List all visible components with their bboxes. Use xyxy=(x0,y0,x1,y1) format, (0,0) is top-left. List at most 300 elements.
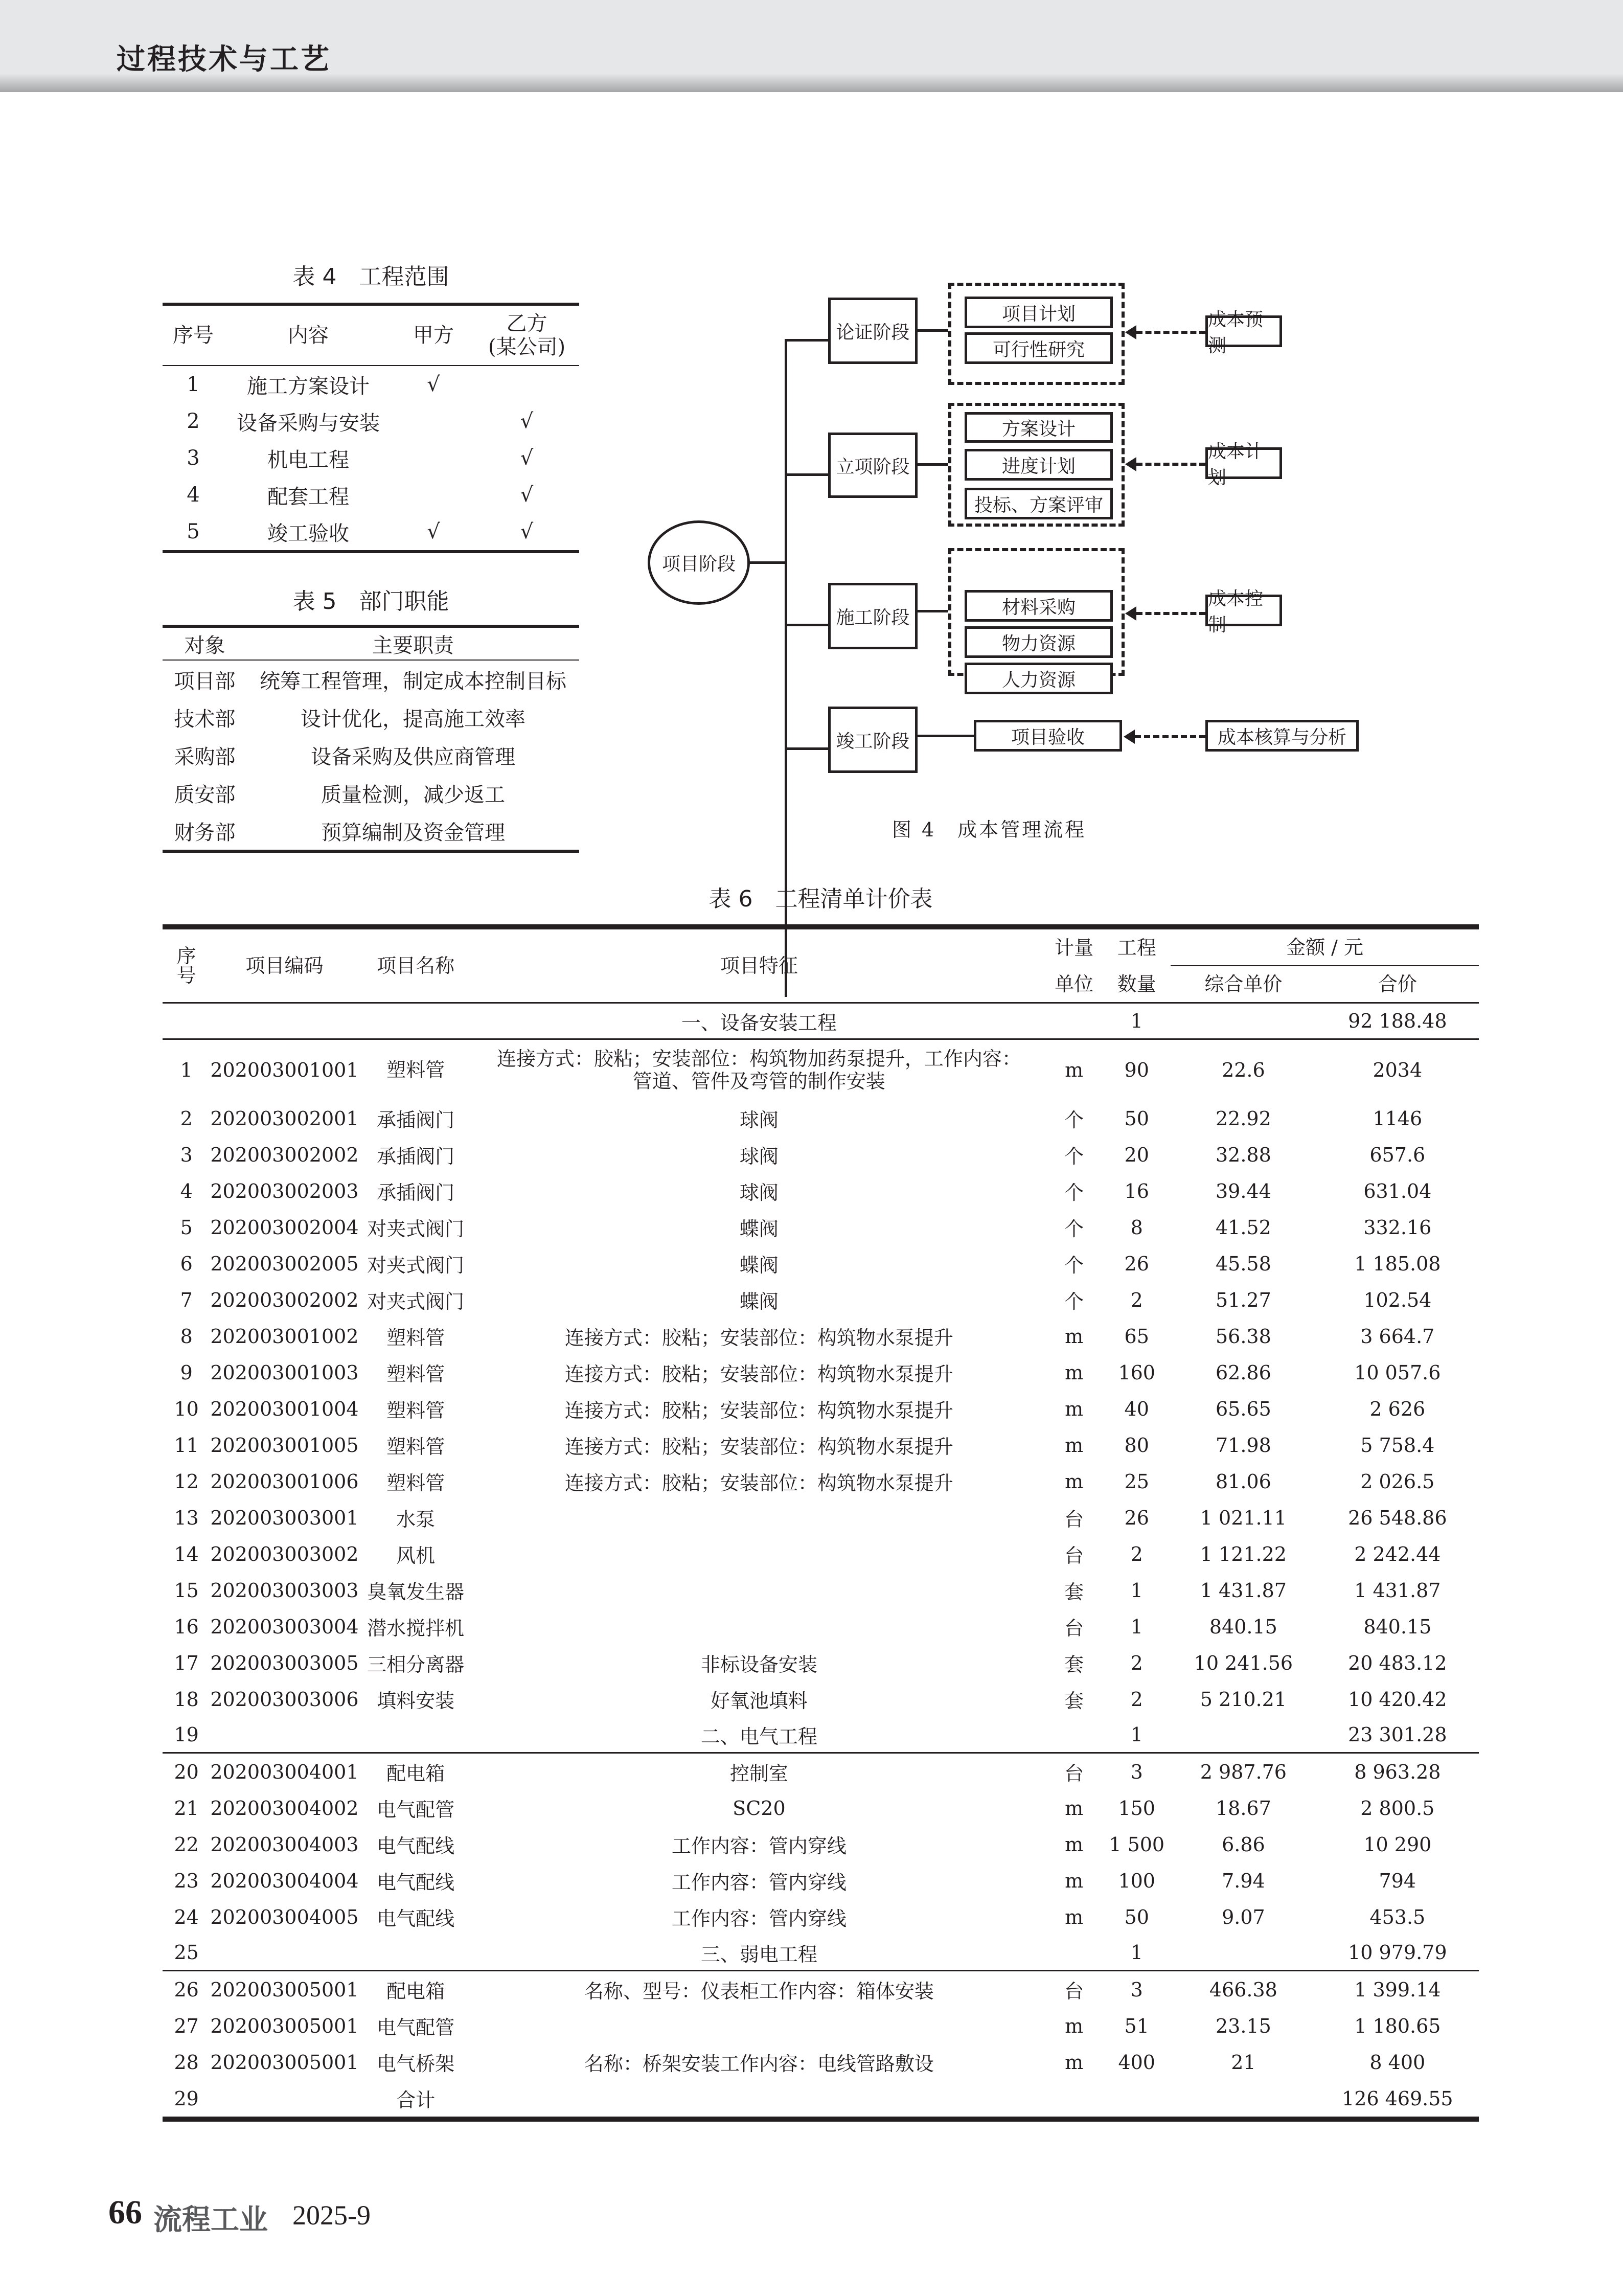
t6-cell-unit-price xyxy=(1171,1003,1316,1039)
task-box: 进度计划 xyxy=(965,449,1113,481)
t4-cell-no: 1 xyxy=(187,373,200,396)
branch-line xyxy=(785,747,828,750)
t6-cell-unit xyxy=(1045,1717,1103,1753)
t6-cell-name: 承插阀门 xyxy=(377,1145,455,1168)
t6-cell-total: 840.15 xyxy=(1363,1615,1432,1638)
t6-row xyxy=(163,1245,1479,1282)
arrow-head-icon xyxy=(1124,730,1135,744)
t5-header-dept: 对象 xyxy=(184,633,225,657)
t4-cell-party-a-check xyxy=(393,403,474,440)
t6-cell-unit-price: 21 xyxy=(1231,2051,1256,2074)
dashed-arrow-line xyxy=(1136,331,1205,334)
dashed-arrow-line xyxy=(1136,463,1205,466)
t6-cell-feature: 连接方式：胶粘；安装部位：构筑物水泵提升 xyxy=(564,1363,953,1385)
t6-cell-unit-price: 32.88 xyxy=(1215,1143,1271,1166)
task-box: 投标、方案评审 xyxy=(965,488,1113,519)
t6-cell-feature: 工作内容：管内穿线 xyxy=(671,1871,847,1894)
t6-cell-total: 2 626 xyxy=(1369,1397,1426,1420)
t6-cell-code: 202003001006 xyxy=(210,1470,359,1493)
t6-cell-feature: 控制室 xyxy=(729,1762,788,1785)
t6-cell-total: 2 242.44 xyxy=(1354,1542,1441,1565)
t6-cell-unit-price: 9.07 xyxy=(1222,1905,1265,1928)
t6-cell-total: 794 xyxy=(1379,1869,1416,1892)
t6-cell-unit: 台 xyxy=(1064,1508,1084,1531)
t4-cell-no: 2 xyxy=(187,410,200,433)
figure4-caption: 图 4 成本管理流程 xyxy=(891,819,1087,841)
t6-cell-unit-price: 41.52 xyxy=(1215,1216,1271,1239)
t6-cell-no: 16 xyxy=(174,1615,199,1638)
t6-cell-total: 126 469.55 xyxy=(1342,2087,1453,2110)
t4-cell-party-b-check: √ xyxy=(520,446,534,470)
t6-cell-code: 202003003006 xyxy=(210,1688,359,1711)
t6-cell-name: 塑料管 xyxy=(386,1327,445,1349)
stage-connector xyxy=(918,329,948,332)
t6-cell-name: 三相分离器 xyxy=(367,1653,465,1676)
t6-cell-feature xyxy=(473,1608,1045,1645)
t6-cell-qty: 26 xyxy=(1124,1252,1149,1275)
t6-row xyxy=(163,1499,1479,1536)
t6-cell-unit: 个 xyxy=(1064,1254,1084,1277)
stage-connector xyxy=(918,735,974,737)
t6-cell-name: 对夹式阀门 xyxy=(367,1218,465,1240)
t6-row xyxy=(163,1039,1479,1101)
t6-cell-no xyxy=(163,1003,210,1039)
t6-cell-qty: 8 xyxy=(1130,1216,1143,1239)
t6-cell-unit: 台 xyxy=(1064,1762,1084,1785)
t6-row xyxy=(163,1318,1479,1354)
t6-cell-name: 电气配管 xyxy=(377,1799,455,1821)
t6-row xyxy=(163,1282,1479,1318)
t6-cell-total: 26 548.86 xyxy=(1348,1506,1447,1529)
t6-cell-feature: 蝶阀 xyxy=(739,1290,779,1313)
t6-cell-unit-price: 81.06 xyxy=(1215,1470,1271,1493)
t6-cell-qty: 1 xyxy=(1130,1941,1143,1964)
t5-cell-duty: 质量检测，减少返工 xyxy=(321,783,505,807)
t6-cell-unit: 个 xyxy=(1064,1290,1084,1313)
t4-cell-party-b-check: √ xyxy=(520,410,534,433)
t6-cell-unit: 个 xyxy=(1064,1109,1084,1131)
cost-box: 成本计划 xyxy=(1205,447,1282,479)
cost-box: 成本核算与分析 xyxy=(1205,720,1359,752)
t6-cell-unit-price: 840.15 xyxy=(1209,1615,1277,1638)
t6-cell-unit: m xyxy=(1065,1434,1084,1457)
t6-row xyxy=(163,1391,1479,1427)
t6-cell-unit-price: 45.58 xyxy=(1215,1252,1271,1275)
t6-cell-code: 202003001002 xyxy=(210,1325,359,1348)
t6-cell-unit: m xyxy=(1065,1059,1084,1081)
t6-cell-qty: 2 xyxy=(1130,1288,1143,1311)
page-number: 66 xyxy=(108,2194,142,2231)
t6-cell-total: 657.6 xyxy=(1369,1143,1426,1166)
t6-cell-code: 202003003005 xyxy=(210,1651,359,1674)
t6-cell-total: 1 185.08 xyxy=(1354,1252,1441,1275)
section-title: 过程技术与工艺 xyxy=(117,43,331,76)
t6-row xyxy=(163,2008,1479,2044)
journal-name: 流程工业 xyxy=(153,2203,268,2237)
t6-cell-no: 4 xyxy=(180,1179,193,1202)
t6-cell-name: 电气桥架 xyxy=(377,2053,455,2075)
t5-cell-duty: 统筹工程管理，制定成本控制目标 xyxy=(260,669,566,693)
t6-cell-qty: 20 xyxy=(1124,1143,1149,1166)
t6-cell-qty: 2 xyxy=(1130,1651,1143,1674)
t6-section-row xyxy=(163,1003,1479,1039)
t6-cell-no: 10 xyxy=(174,1397,199,1420)
t6-cell-code: 202003004002 xyxy=(210,1797,359,1820)
t6-cell-unit: m xyxy=(1065,1797,1084,1820)
t6-cell-total: 10 057.6 xyxy=(1354,1361,1441,1384)
t4-row xyxy=(163,513,579,552)
t6-cell-no: 11 xyxy=(174,1434,199,1457)
stage-box: 施工阶段 xyxy=(828,583,918,649)
task-box: 人力资源 xyxy=(965,663,1113,694)
t6-cell-name: 水泵 xyxy=(396,1508,436,1531)
t6-cell-no: 21 xyxy=(174,1797,199,1820)
t6-cell-unit-price: 62.86 xyxy=(1215,1361,1271,1384)
t5-cell-dept: 技术部 xyxy=(174,707,236,731)
t6-cell-unit-price: 10 241.56 xyxy=(1194,1651,1293,1674)
t6-cell-no: 12 xyxy=(174,1470,199,1493)
t6-cell-code: 202003001001 xyxy=(210,1059,359,1081)
t6-cell-no: 5 xyxy=(180,1216,193,1239)
t6-cell-feature: 好氧池填料 xyxy=(710,1690,808,1712)
t6-cell-total: 8 963.28 xyxy=(1354,1760,1441,1783)
t6-cell-name: 电气配管 xyxy=(377,2016,455,2039)
t4-cell-content: 施工方案设计 xyxy=(247,374,370,398)
t6-cell-unit-price: 22.92 xyxy=(1215,1107,1271,1130)
t6-cell-feature: 球阀 xyxy=(739,1181,779,1204)
t6-cell-unit-price: 65.65 xyxy=(1215,1397,1271,1420)
t6-cell-unit-price: 39.44 xyxy=(1215,1179,1271,1202)
t6-cell-unit-price: 51.27 xyxy=(1215,1288,1271,1311)
table4-caption: 表 4 工程范围 xyxy=(292,264,449,290)
t6-cell-feature: 蝶阀 xyxy=(739,1254,779,1277)
t6-cell-qty: 100 xyxy=(1118,1869,1155,1892)
t6-cell-feature: 名称、型号：仪表柜工作内容：箱体安装 xyxy=(584,1980,934,2003)
t6-cell-unit: m xyxy=(1065,1470,1084,1493)
t6-cell-feature: 球阀 xyxy=(739,1109,779,1131)
t6-cell-unit xyxy=(1045,1935,1103,1971)
t4-cell-content: 设备采购与安装 xyxy=(237,411,380,435)
t4-cell-party-a-check xyxy=(393,476,474,513)
t6-cell-total: 2 026.5 xyxy=(1360,1470,1435,1493)
t4-cell-party-b-check: √ xyxy=(520,520,534,543)
t6-cell-qty: 51 xyxy=(1124,2014,1149,2037)
t5-header-duty: 主要职责 xyxy=(372,633,454,657)
t6-cell-total: 1146 xyxy=(1373,1107,1423,1130)
t6-cell-code: 202003003004 xyxy=(210,1615,359,1638)
t6-cell-unit-price: 71.98 xyxy=(1215,1434,1271,1457)
t6-cell-no: 8 xyxy=(180,1325,193,1348)
t6-cell-total: 8 400 xyxy=(1369,2051,1426,2074)
t6-cell-unit: 台 xyxy=(1064,1617,1084,1640)
t6-cell-name: 对夹式阀门 xyxy=(367,1290,465,1313)
t6-cell-qty: 3 xyxy=(1130,1978,1143,2001)
t6-cell-name: 塑料管 xyxy=(386,1472,445,1494)
t6-cell-code xyxy=(210,1003,358,1039)
t6-cell-total: 1 399.14 xyxy=(1354,1978,1441,2001)
t6-header-feature: 项目特征 xyxy=(720,954,798,977)
t5-row xyxy=(163,736,579,774)
cost-box: 成本控制 xyxy=(1205,595,1282,626)
t6-cell-name: 风机 xyxy=(396,1544,436,1567)
t6-cell-name: 合计 xyxy=(396,2089,436,2111)
t6-cell-qty: 26 xyxy=(1124,1506,1149,1529)
t6-cell-qty: 2 xyxy=(1130,1542,1143,1565)
t6-cell-unit: m xyxy=(1065,1869,1084,1892)
t6-row xyxy=(163,1681,1479,1717)
t6-cell-code: 202003003002 xyxy=(210,1542,359,1565)
t6-cell-unit: 套 xyxy=(1064,1690,1084,1712)
t6-cell-code: 202003002005 xyxy=(210,1252,359,1275)
task-box: 物力资源 xyxy=(965,626,1113,658)
t5-row xyxy=(163,698,579,736)
t6-row xyxy=(163,1209,1479,1245)
t6-cell-name: 塑料管 xyxy=(386,1399,445,1422)
t4-header-content: 内容 xyxy=(288,324,329,347)
t6-cell-name: 电气配线 xyxy=(377,1907,455,1930)
t6-row xyxy=(163,1173,1479,1209)
t6-row xyxy=(163,1136,1479,1173)
t6-cell-qty: 1 xyxy=(1130,1579,1143,1602)
t6-row xyxy=(163,1536,1479,1572)
t6-cell-unit-price: 22.6 xyxy=(1222,1059,1265,1081)
t6-cell-total: 10 420.42 xyxy=(1348,1688,1447,1711)
t6-cell-no: 25 xyxy=(174,1941,199,1964)
t6-cell-unit xyxy=(1045,2080,1103,2119)
t5-cell-dept: 采购部 xyxy=(174,745,236,769)
table5-header-row xyxy=(163,626,579,660)
t6-cell-unit xyxy=(1045,1003,1103,1039)
t5-row xyxy=(163,774,579,812)
t6-cell-unit-price xyxy=(1171,2080,1316,2119)
t6-cell-code xyxy=(210,1717,358,1753)
t6-cell-code: 202003001005 xyxy=(210,1434,359,1457)
t6-cell-feature: 非标设备安装 xyxy=(700,1653,817,1676)
t6-cell-code: 202003002003 xyxy=(210,1179,359,1202)
t6-cell-qty: 50 xyxy=(1124,1107,1149,1130)
stage-box: 论证阶段 xyxy=(828,298,918,364)
t6-cell-name: 臭氧发生器 xyxy=(367,1581,465,1603)
t6-cell-code: 202003001004 xyxy=(210,1397,359,1420)
t6-cell-unit: m xyxy=(1065,1905,1084,1928)
t6-cell-feature: 连接方式：胶粘；安装部位：构筑物水泵提升 xyxy=(564,1472,953,1494)
dashed-arrow-line xyxy=(1135,735,1205,738)
t4-cell-party-b-check: √ xyxy=(520,483,534,507)
t6-cell-total: 92 188.48 xyxy=(1348,1010,1447,1032)
t6-cell-name: 填料安装 xyxy=(377,1690,455,1712)
t6-cell-feature xyxy=(473,1536,1045,1572)
t6-cell-name: 电气配线 xyxy=(377,1871,455,1894)
t6-cell-total: 2034 xyxy=(1373,1059,1423,1081)
t6-row xyxy=(163,1645,1479,1681)
t6-cell-unit: 个 xyxy=(1064,1181,1084,1204)
t6-cell-unit-price xyxy=(1171,1935,1316,1971)
t6-cell-no: 27 xyxy=(174,2014,199,2037)
t4-cell-party-a-check: √ xyxy=(427,520,440,543)
t6-cell-qty: 1 500 xyxy=(1109,1833,1165,1856)
t6-cell-unit: m xyxy=(1065,2051,1084,2074)
t6-cell-unit: 个 xyxy=(1064,1218,1084,1240)
t6-cell-unit: 套 xyxy=(1064,1581,1084,1603)
t6-cell-unit: m xyxy=(1065,1833,1084,1856)
t4-header-party-b xyxy=(474,304,579,366)
t6-cell-no: 9 xyxy=(180,1361,193,1384)
table4-scope xyxy=(163,303,579,553)
t4-cell-party-b-check xyxy=(474,366,579,403)
t6-cell-code: 202003002002 xyxy=(210,1143,359,1166)
t6-cell-no: 17 xyxy=(174,1651,199,1674)
t6-cell-total: 1 431.87 xyxy=(1354,1579,1441,1602)
task-box: 项目验收 xyxy=(974,720,1122,752)
t5-cell-dept: 财务部 xyxy=(174,821,236,845)
t6-cell-qty: 50 xyxy=(1124,1905,1149,1928)
t6-cell-qty: 1 xyxy=(1130,1615,1143,1638)
t6-cell-no: 1 xyxy=(180,1059,193,1081)
t5-cell-dept: 质安部 xyxy=(174,783,236,807)
t6-cell-unit: 台 xyxy=(1064,1544,1084,1567)
t6-cell-unit-price: 7.94 xyxy=(1222,1869,1265,1892)
t6-cell-unit-price xyxy=(1171,1717,1316,1753)
t6-cell-code: 202003004005 xyxy=(210,1905,359,1928)
table6-bill-of-quantities xyxy=(163,924,1479,2122)
t5-row xyxy=(163,812,579,851)
t4-cell-party-a-check: √ xyxy=(427,373,440,396)
table5-caption: 表 5 部门职能 xyxy=(292,588,449,615)
t6-cell-unit: m xyxy=(1065,1397,1084,1420)
dashed-arrow-line xyxy=(1136,612,1205,615)
t4-cell-party-a-check xyxy=(393,440,474,476)
t6-row xyxy=(163,1971,1479,2008)
t4-header-party-a: 甲方 xyxy=(413,324,454,347)
t6-cell-qty: 65 xyxy=(1124,1325,1149,1348)
t6-cell-qty: 90 xyxy=(1124,1059,1149,1081)
t6-header-total: 合价 xyxy=(1378,973,1417,995)
t6-cell-code: 202003005001 xyxy=(210,1978,359,2001)
t6-cell-total: 23 301.28 xyxy=(1348,1723,1447,1746)
t6-header-qty-top: 工程 xyxy=(1117,936,1156,959)
t6-cell-code: 202003004003 xyxy=(210,1833,359,1856)
arrow-head-icon xyxy=(1125,457,1136,471)
t4-cell-content: 配套工程 xyxy=(267,485,349,509)
table4-header-row xyxy=(163,304,579,366)
t6-cell-code xyxy=(210,1935,358,1971)
t6-cell-no: 18 xyxy=(174,1688,199,1711)
t6-cell-code: 202003005001 xyxy=(210,2014,359,2037)
t6-cell-unit: m xyxy=(1065,1361,1084,1384)
t4-row xyxy=(163,476,579,513)
t6-cell-no: 19 xyxy=(174,1723,199,1746)
t6-cell-unit-price: 1 021.11 xyxy=(1200,1506,1287,1529)
t6-row xyxy=(163,1862,1479,1899)
branch-line xyxy=(785,339,828,342)
arrow-head-icon xyxy=(1125,325,1136,339)
t6-cell-feature xyxy=(473,2008,1045,2044)
t6-cell-feature: 连接方式：胶粘；安装部位：构筑物水泵提升 xyxy=(564,1436,953,1458)
t6-header-qty-bottom: 数量 xyxy=(1117,972,1156,995)
t6-header-unit-top: 计量 xyxy=(1055,936,1094,959)
t6-cell-feature: 连接方式：胶粘；安装部位：构筑物水泵提升 xyxy=(564,1399,953,1422)
t6-cell-code: 202003002002 xyxy=(210,1288,359,1311)
t6-cell-unit-price: 18.67 xyxy=(1215,1797,1271,1820)
t6-cell-qty: 400 xyxy=(1118,2051,1155,2074)
t6-cell-code: 202003003001 xyxy=(210,1506,359,1529)
t6-cell-unit: m xyxy=(1065,2014,1084,2037)
t6-row xyxy=(163,1899,1479,1935)
t4-header-party-b-label: 乙方 xyxy=(506,312,547,335)
arrow-head-icon xyxy=(1125,606,1136,621)
t6-cell-code: 202003004004 xyxy=(210,1869,359,1892)
t4-row xyxy=(163,440,579,476)
t6-cell-no: 26 xyxy=(174,1978,199,2001)
t6-cell-feature: 一、设备安装工程 xyxy=(681,1011,837,1034)
t6-row xyxy=(163,1100,1479,1136)
t4-cell-content: 竣工验收 xyxy=(267,521,349,545)
t6-cell-total: 10 290 xyxy=(1363,1833,1432,1856)
t6-cell-feature: 工作内容：管内穿线 xyxy=(671,1835,847,1857)
t6-cell-feature: 蝶阀 xyxy=(739,1218,779,1240)
t6-cell-total: 1 180.65 xyxy=(1354,2014,1441,2037)
t4-row xyxy=(163,403,579,440)
t6-cell-total: 453.5 xyxy=(1369,1905,1426,1928)
t6-row xyxy=(163,2044,1479,2080)
branch-line xyxy=(785,624,828,626)
t6-cell-total: 102.54 xyxy=(1363,1288,1432,1311)
t6-row xyxy=(163,1608,1479,1645)
t6-cell-unit-price: 2 987.76 xyxy=(1200,1760,1287,1783)
t6-cell-qty: 80 xyxy=(1124,1434,1149,1457)
t6-header-unit-price: 综合单价 xyxy=(1204,973,1283,995)
t6-cell-total: 2 800.5 xyxy=(1360,1797,1435,1820)
t6-cell-total: 5 758.4 xyxy=(1360,1434,1435,1457)
t6-cell-code: 202003004001 xyxy=(210,1760,359,1783)
t5-cell-duty: 预算编制及资金管理 xyxy=(321,821,505,845)
t6-cell-name: 塑料管 xyxy=(386,1436,445,1458)
t6-header-no xyxy=(163,927,210,1003)
t4-row xyxy=(163,366,579,403)
t6-cell-unit: 台 xyxy=(1064,1980,1084,2003)
t6-cell-feature: 连接方式：胶粘；安装部位：构筑物加药泵提升，工作内容：管道、管件及弯管的制作安装 xyxy=(496,1048,1021,1093)
t6-cell-total: 3 664.7 xyxy=(1360,1325,1435,1348)
t6-cell-no: 29 xyxy=(174,2087,199,2110)
t6-row xyxy=(163,1572,1479,1608)
task-box: 方案设计 xyxy=(965,412,1113,443)
t6-row xyxy=(163,1790,1479,1826)
t6-cell-no: 3 xyxy=(180,1143,193,1166)
task-box: 可行性研究 xyxy=(965,332,1113,364)
t4-cell-no: 3 xyxy=(187,446,200,470)
t6-cell-name: 承插阀门 xyxy=(377,1181,455,1204)
t6-cell-code xyxy=(210,2080,358,2119)
t6-cell-no: 13 xyxy=(174,1506,199,1529)
t6-row xyxy=(163,1354,1479,1391)
t6-cell-no: 23 xyxy=(174,1869,199,1892)
t6-cell-unit-price: 1 431.87 xyxy=(1200,1579,1287,1602)
t6-cell-code: 202003003003 xyxy=(210,1579,359,1602)
t6-cell-feature: 名称：桥架安装工作内容：电线管路敷设 xyxy=(584,2053,934,2075)
t5-cell-dept: 项目部 xyxy=(174,669,236,693)
cost-box: 成本预测 xyxy=(1205,315,1282,347)
t5-cell-duty: 设计优化，提高施工效率 xyxy=(301,707,525,731)
t6-cell-name: 对夹式阀门 xyxy=(367,1254,465,1277)
t6-cell-unit: m xyxy=(1065,1325,1084,1348)
t6-cell-total: 10 979.79 xyxy=(1348,1941,1447,1964)
t6-cell-unit-price: 5 210.21 xyxy=(1200,1688,1287,1711)
t6-cell-unit-price: 466.38 xyxy=(1209,1978,1277,2001)
t5-cell-duty: 设备采购及供应商管理 xyxy=(311,745,515,769)
t6-cell-feature xyxy=(473,1499,1045,1536)
t6-cell-qty: 150 xyxy=(1118,1797,1155,1820)
t6-cell-qty: 160 xyxy=(1118,1361,1155,1384)
